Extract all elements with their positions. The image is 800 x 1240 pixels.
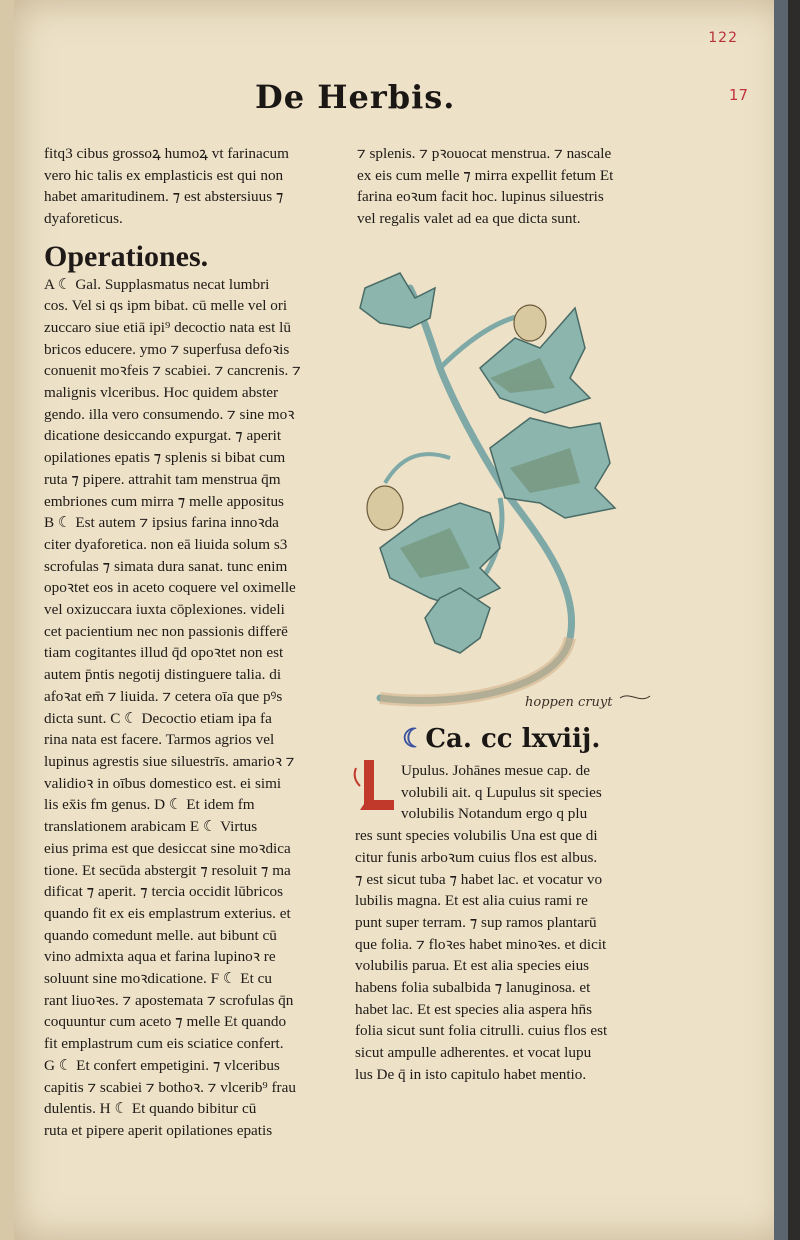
text-line: citer dyaforetica. non eā liuida solum s3 (44, 535, 288, 553)
text-line: fitq3 cibus grossoꝝ humoꝝ vt farinacum (44, 145, 289, 162)
text-line: validioꝛ in oībus domestico est. ei simi (44, 774, 282, 792)
text-line: soluunt sine moꝛdicatione. F ☾ Et cu (44, 970, 272, 988)
text-line: rina nata est facere. Tarmos agrios vel (44, 731, 275, 749)
text-line: volubili ait. q Lupulus sit species (401, 783, 602, 801)
text-line: quando fit ex eis emplastrum exterius. et (44, 904, 291, 922)
page-title: De Herbis. (255, 78, 456, 116)
text-line: fit emplastrum cum eis sciatice confert. (44, 1035, 284, 1053)
text-line: quando comedunt melle. aut bibunt cū (44, 926, 277, 944)
text-line: vel oxizuccara iuxta cōplexiones. videli (44, 601, 285, 619)
text-line: malignis vlceribus. Hoc quidem abster (44, 384, 279, 402)
text-line: lus De q̄ in isto capitulo habet mentio. (355, 1065, 587, 1083)
text-line: volubilis Notandum ergo q plu (401, 805, 588, 823)
text-line: dicta sunt. C ☾ Decoctio etiam ipa fa (44, 709, 272, 727)
text-line: citur funis arboꝛum cuius flos est albus. (355, 848, 598, 866)
text-line: vero hic talis ex emplasticis est qui non (44, 166, 284, 184)
binding-strip (0, 0, 14, 1240)
text-line: ⁊ est sicut tuba ⁊ habet lac. et vocatur vo (355, 870, 603, 888)
handwritten-annotation (525, 686, 655, 716)
text-line: translationem arabicam E ☾ Virtus (44, 818, 258, 836)
text-line: G ☾ Et confert empetigini. ⁊ vlceribus (44, 1056, 280, 1074)
text-line: scrofulas ⁊ simata dura sanat. tunc enim (44, 557, 288, 575)
operationes-text (44, 274, 334, 1142)
text-line: tiam cogitantes illud q̄d opoꝛtet non est (44, 644, 284, 662)
text-line: ruta et pipere aperit opilationes epatis (44, 1121, 273, 1139)
section-title: Operationes. (44, 239, 209, 273)
chapter-heading (402, 724, 600, 754)
left-column (44, 143, 334, 1142)
text-line: vel regalis valet ad ea que dicta sunt. (357, 210, 581, 228)
text-line: ruta ⁊ pipere. attrahit tam menstrua q̄m (44, 470, 281, 488)
text-line: vino admixta aqua et farina lupinoꝛ re (44, 948, 276, 966)
text-line: rant liuoꝛes. ⁊ apostemata ⁊ scrofulas q̄n (44, 991, 294, 1009)
text-line: B ☾ Est autem ⁊ ipsius farina innoꝛda (44, 514, 279, 532)
text-line: autem p̄ntis negotij distinguere talia. di (44, 666, 282, 684)
text-line: dificat ⁊ aperit. ⁊ tercia occidit lūbricos (44, 883, 284, 901)
folio-number-secondary: 17 (728, 86, 748, 104)
text-line: embriones cum mirra ⁊ melle appositus (44, 492, 284, 510)
page-edge (774, 0, 788, 1240)
paragraph-mark-icon: ☾ (402, 724, 426, 754)
chapter-text (355, 760, 645, 1086)
text-line: habet lac. Et est species alia aspera hn̄s (355, 1000, 592, 1018)
text-line: opilationes epatis ⁊ splenis si bibat cum (44, 449, 286, 467)
text-line: ex eis cum melle ⁊ mirra expellit fetum Et (357, 166, 614, 184)
text-line: zuccaro siue etiā ipi⁹ decoctio nata est lū (44, 318, 291, 336)
text-line: bricos educere. ymo ⁊ superfusa defoꝛis (44, 340, 290, 358)
text-line: que folia. ⁊ floꝛes habet minoꝛes. et dicit (355, 935, 607, 953)
text-line: punt super terram. ⁊ sup ramos plantarū (355, 913, 597, 931)
text-line: lubilis magna. Et est alia cuius rami re (355, 892, 588, 910)
text-line: capitis ⁊ scabiei ⁊ bothoꝛ. ⁊ vlcerib⁹ frau (44, 1078, 296, 1096)
text-line: ⁊ splenis. ⁊ pꝛouocat menstrua. ⁊ nascale (357, 145, 612, 162)
text-line: cet pacientium nec non passionis differē (44, 622, 288, 640)
text-line: eius prima est que desiccat sine moꝛdica (44, 839, 291, 857)
text-line: Upulus. Johānes mesue cap. de (401, 762, 590, 779)
text-line: tione. Et secūda abstergit ⁊ resoluit ⁊ ma (44, 861, 291, 879)
text-line: gendo. illa vero consumendo. ⁊ sine moꝛ (44, 405, 295, 423)
section-heading (44, 239, 334, 273)
text-line: farina eoꝛum facit hoc. lupinus siluestris (357, 188, 604, 206)
text-line: A ☾ Gal. Supplasmatus necat lumbri (44, 275, 270, 293)
text-line: cos. Vel si qs ipm bibat. cū melle vel ori (44, 297, 288, 315)
text-line: conuenit moꝛfeis ⁊ scabiei. ⁊ cancrenis. ⁊ (44, 362, 301, 380)
intro-text (44, 143, 334, 230)
text-line: coquuntur cum aceto ⁊ melle Et quando (44, 1013, 287, 1031)
text-line: sicut ampulle adherentes. et vocat lupu (355, 1044, 592, 1062)
text-line: dulentis. H ☾ Et quando bibitur cū (44, 1100, 257, 1118)
text-line: habet amaritudinem. ⁊ est abstersiuus ⁊ (44, 188, 284, 206)
text-line: lupinus agrestis siue siluestrīs. amarioꝛ ⁊ (44, 752, 295, 770)
right-column-top (357, 143, 637, 230)
text-line: res sunt species volubilis Una est que di (355, 827, 598, 845)
text-line: lis ex̄is fm genus. D ☾ Et idem fm (44, 796, 255, 814)
text-line: habens folia subalbida ⁊ lanuginosa. et (355, 979, 591, 997)
text-line: volubilis parua. Et est alia species eius (355, 957, 590, 975)
text-line: dicatione desiccando expurgat. ⁊ aperit (44, 427, 282, 445)
text-line: folia sicut sunt folia citrulli. cuius flos est (355, 1022, 608, 1040)
chapter-title: Ca. cc lxviij. (425, 724, 601, 754)
text-line: afoꝛat em̄ ⁊ liuida. ⁊ cetera oīa que pꝰs (44, 687, 283, 705)
hop-plant-illustration (340, 268, 640, 720)
svg-text:hoppen cruyt: hoppen cruyt (525, 695, 613, 710)
text-line: opoꝛtet eos in aceto coquere vel oximelle (44, 579, 296, 597)
text-line: dyaforeticus. (44, 210, 123, 228)
folio-number: 122 (708, 30, 738, 46)
